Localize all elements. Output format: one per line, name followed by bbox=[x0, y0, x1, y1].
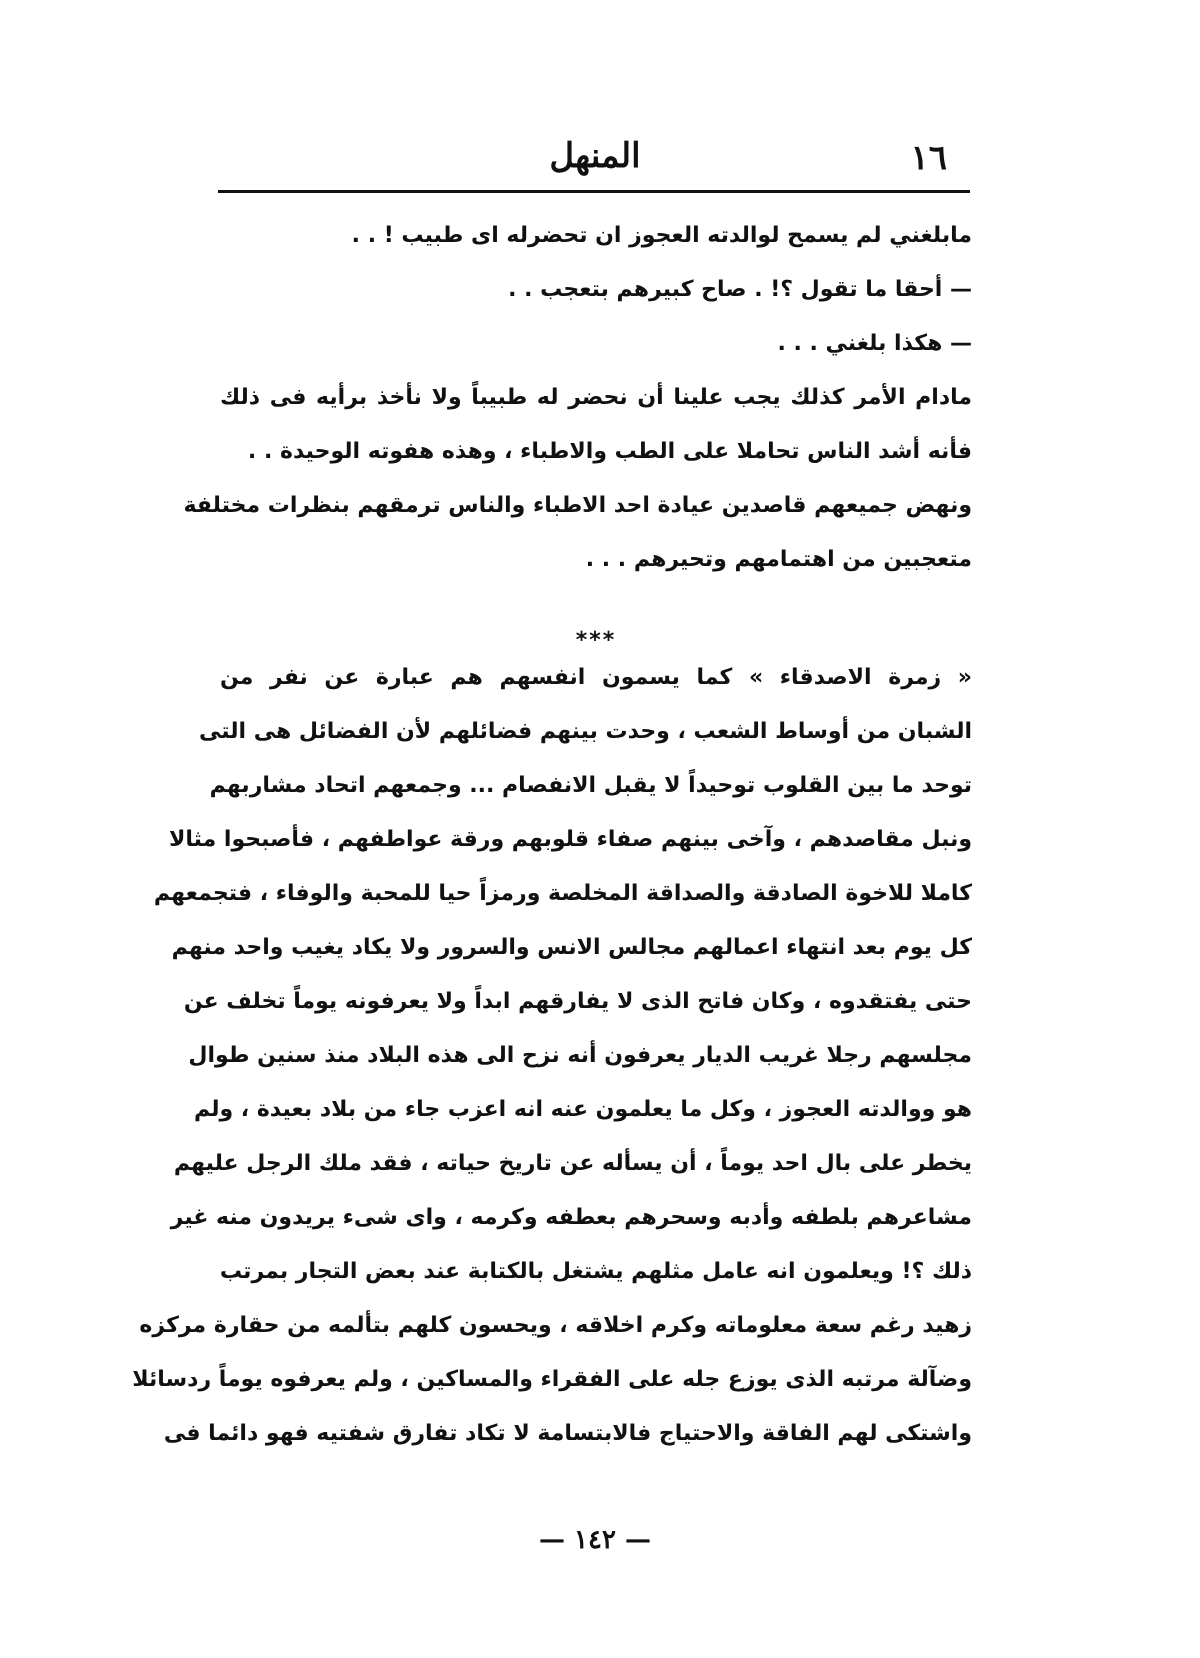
text-line: هو ووالدته العجوز ، وكل ما يعلمون عنه انه اعزب جاء من بلاد بعيدة ، ولم bbox=[193, 1097, 972, 1122]
section-separator: *** bbox=[575, 628, 617, 653]
journal-title: المنهل bbox=[549, 136, 641, 176]
text-line: مادام الأمر كذلك يجب علينا أن نحضر له طبيباً ولا نأخذ برأيه فى ذلك bbox=[220, 385, 972, 410]
text-line: كل يوم بعد انتهاء اعمالهم مجالس الانس والسرور ولا يكاد يغيب واحد منهم bbox=[171, 935, 972, 960]
body-text bbox=[132, 0, 972, 1658]
text-line: واشتكى لهم الفاقة والاحتياج فالابتسامة لا تكاد تفارق شفتيه فهو دائما فى bbox=[163, 1421, 972, 1446]
text-line: « زمرة الاصدقاء » كما يسمون انفسهم هم عبارة عن نفر من bbox=[220, 665, 972, 690]
text-line: ونبل مقاصدهم ، وآخى بينهم صفاء قلوبهم ورقة عواطفهم ، فأصبحوا مثالا bbox=[169, 827, 972, 852]
text-line: ذلك ؟! ويعلمون انه عامل مثلهم يشتغل بالكتابة عند بعض التجار بمرتب bbox=[219, 1259, 972, 1284]
text-line: يخطر على بال احد يوماً ، أن يسأله عن تاريخ حياته ، فقد ملك الرجل عليهم bbox=[173, 1151, 972, 1176]
text-line: حتى يفتقدوه ، وكان فاتح الذى لا يفارقهم ابداً ولا يعرفونه يوماً تخلف عن bbox=[183, 989, 972, 1014]
text-line: فأنه أشد الناس تحاملا على الطب والاطباء ، وهذه هفوته الوحيدة . . bbox=[247, 439, 972, 464]
text-line: الشبان من أوساط الشعب ، وحدت بينهم فضائلهم لأن الفضائل هى التى bbox=[199, 719, 972, 744]
text-line: — هكذا بلغني . . . bbox=[777, 331, 972, 356]
text-line: كاملا للاخوة الصادقة والصداقة المخلصة ورمزاً حيا للمحبة والوفاء ، فتجمعهم bbox=[153, 881, 972, 906]
header-page-number: ١٦ bbox=[910, 138, 947, 178]
text-line: مشاعرهم بلطفه وأدبه وسحرهم بعطفه وكرمه ، واى شىء يريدون منه غير bbox=[170, 1205, 972, 1230]
footer-page-number: — ١٤٢ — bbox=[538, 1525, 652, 1555]
text-line: مجلسهم رجلا غريب الديار يعرفون أنه نزح الى هذه البلاد منذ سنين طوال bbox=[188, 1043, 972, 1068]
text-line: — أحقا ما تقول ؟! . صاح كبيرهم بتعجب . . bbox=[508, 277, 972, 302]
text-line: زهيد رغم سعة معلوماته وكرم اخلاقه ، ويحسون كلهم بتألمه من حقارة مركزه bbox=[139, 1313, 972, 1338]
text-line: مابلغني لم يسمح لوالدته العجوز ان تحضرله اى طبيب ! . . bbox=[351, 223, 972, 248]
text-line: ونهض جميعهم قاصدين عيادة احد الاطباء والناس ترمقهم بنظرات مختلفة bbox=[183, 493, 972, 518]
text-line: وضآلة مرتبه الذى يوزع جله على الفقراء والمساكين ، ولم يعرفوه يوماً ردسائلا bbox=[132, 1367, 972, 1392]
text-line: توحد ما بين القلوب توحيداً لا يقبل الانفصام ... وجمعهم اتحاد مشاربهم bbox=[209, 773, 972, 798]
text-line: متعجبين من اهتمامهم وتحيرهم . . . bbox=[585, 547, 972, 572]
